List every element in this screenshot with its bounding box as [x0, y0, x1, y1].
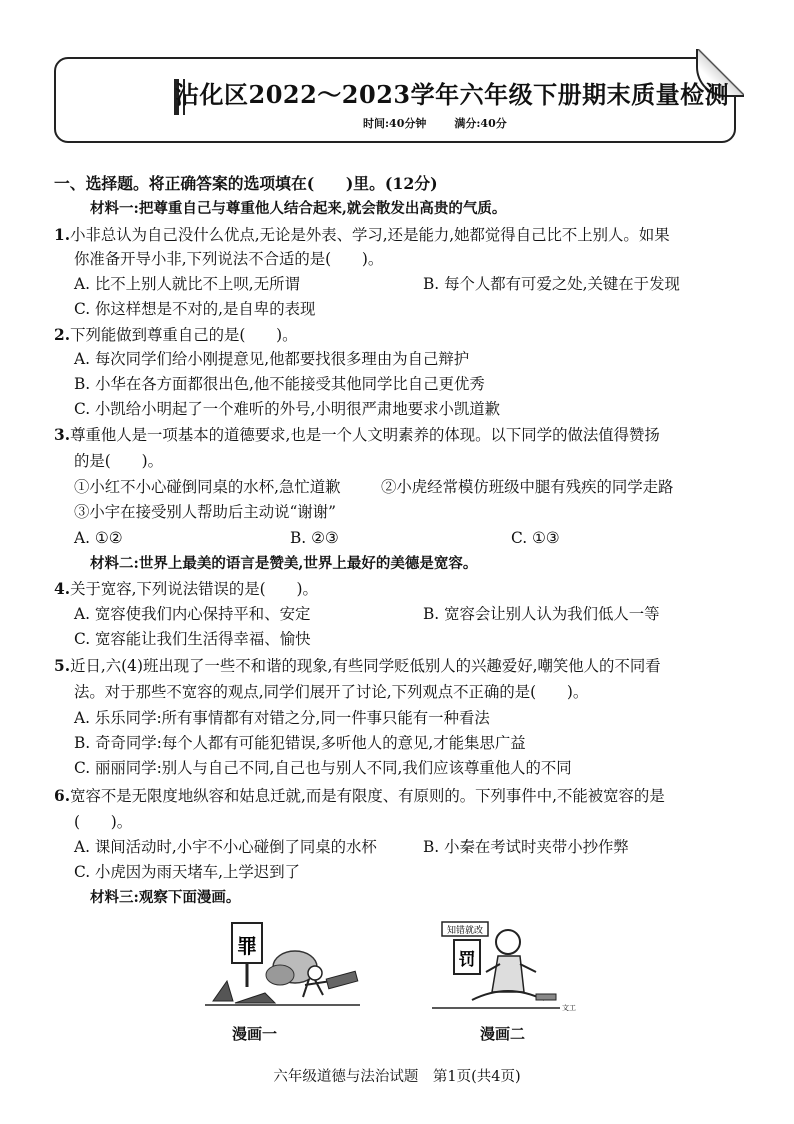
- question-number: 4.: [54, 580, 71, 598]
- comic-2-illustration: [432, 912, 592, 1020]
- section-heading: 一、选择题。将正确答案的选项填在( )里。(12分): [54, 174, 438, 193]
- option-a: A. 宽容使我们内心保持平和、安定: [74, 605, 311, 623]
- page-footer: 六年级道德与法治试题 第1页(共4页): [273, 1069, 521, 1085]
- option-c: C. 宽容能让我们生活得幸福、愉快: [74, 630, 311, 648]
- question-stem: 宽容不是无限度地纵容和姑息迁就,而是有限度、有原则的。下列事件中,不能被宽容的是: [70, 787, 665, 805]
- question-3: [54, 428, 660, 443]
- question-2: [54, 328, 298, 343]
- material-3: 材料三:观察下面漫画。: [90, 889, 241, 906]
- comic-1-cannon: [326, 971, 358, 988]
- question-number: 1.: [54, 226, 71, 244]
- option-a: A. ①②: [74, 529, 123, 547]
- question-stem: 小非总认为自己没什么优点,无论是外表、学习,还是能力,她都觉得自己比不上别人。如果: [70, 226, 670, 244]
- option-b: B. 奇奇同学:每个人都有可能犯错误,多听他人的意见,才能集思广益: [74, 734, 526, 752]
- comic-2-character-head: [496, 930, 520, 954]
- option-c: C. 小虎因为雨天堵车,上学迟到了: [74, 863, 300, 881]
- statement-2: ②小虎经常模仿班级中腿有残疾的同学走路: [381, 478, 674, 496]
- question-stem-cont: 的是( )。: [74, 452, 163, 470]
- option-b: B. 小秦在考试时夹带小抄作弊: [423, 838, 629, 856]
- comic-2-sign-text: 罚: [458, 950, 476, 970]
- question-1: [54, 228, 670, 243]
- comic-1-sign-text: 罪: [237, 934, 257, 958]
- material-2: 材料二:世界上最美的语言是赞美,世界上最好的美德是宽容。: [90, 555, 478, 572]
- comic-1-illustration: [205, 915, 365, 1015]
- comic-2-character-body: [492, 956, 524, 992]
- option-c: C. 丽丽同学:别人与自己不同,自己也与别人不同,我们应该尊重他人的不同: [74, 759, 572, 777]
- option-c: C. 你这样想是不对的,是自卑的表现: [74, 300, 316, 318]
- option-c: C. 小凯给小明起了一个难听的外号,小明很严肃地要求小凯道歉: [74, 400, 501, 418]
- statement-1: ①小红不小心碰倒同桌的水杯,急忙道歉: [74, 478, 341, 496]
- question-number: 6.: [54, 787, 71, 805]
- question-stem-cont: 法。对于那些不宽容的观点,同学们展开了讨论,下列观点不正确的是( )。: [74, 683, 589, 701]
- question-stem: 下列能做到尊重自己的是( )。: [70, 326, 298, 344]
- question-stem: 尊重他人是一项基本的道德要求,也是一个人文明素养的体现。以下同学的做法值得赞扬: [70, 426, 660, 444]
- option-c: C. ①③: [511, 529, 560, 547]
- exam-score: 满分:40分: [454, 117, 507, 130]
- question-4: [54, 582, 318, 597]
- question-stem: 关于宽容,下列说法错误的是( )。: [70, 580, 318, 598]
- exam-time: 时间:40分钟: [363, 117, 427, 130]
- material-1: 材料一:把尊重自己与尊重他人结合起来,就会散发出高贵的气质。: [90, 200, 507, 217]
- statement-3: ③小宇在接受别人帮助后主动说“谢谢”: [74, 503, 336, 521]
- exam-info: [363, 115, 535, 131]
- question-5: [54, 659, 661, 674]
- question-number: 5.: [54, 657, 71, 675]
- option-a: A. 课间活动时,小宇不小心碰倒了同桌的水杯: [74, 838, 377, 856]
- question-stem-cont: 你准备开导小非,下列说法不合适的是( )。: [74, 250, 384, 268]
- option-a: A. 乐乐同学:所有事情都有对错之分,同一件事只能有一种看法: [74, 709, 490, 727]
- option-a: A. 每次同学们给小刚提意见,他都要找很多理由为自己辩护: [74, 350, 470, 368]
- option-a: A. 比不上别人就比不上呗,无所谓: [74, 275, 300, 293]
- question-stem-cont: ( )。: [74, 813, 133, 831]
- comic-2-board-text: 知错就改: [446, 926, 484, 936]
- option-b: B. ②③: [290, 529, 339, 547]
- comic-2-note: 文工: [562, 1004, 576, 1012]
- option-b: B. 每个人都有可爱之处,关键在于发现: [423, 275, 680, 293]
- question-stem: 近日,六(4)班出现了一些不和谐的现象,有些同学贬低别人的兴趣爱好,嘲笑他人的不同看: [70, 657, 661, 675]
- option-b: B. 宽容会让别人认为我们低人一等: [423, 605, 660, 623]
- question-number: 2.: [54, 326, 71, 344]
- question-number: 3.: [54, 426, 71, 444]
- comic-1-caption: 漫画一: [232, 1025, 278, 1043]
- comic-2-caption: 漫画二: [480, 1025, 526, 1043]
- comic-1-character-head: [308, 966, 322, 980]
- page-title: 沾化区2022～2023学年六年级下册期末质量检测: [175, 80, 730, 109]
- option-b: B. 小华在各方面都很出色,他不能接受其他同学比自己更优秀: [74, 375, 485, 393]
- question-6: [54, 789, 665, 804]
